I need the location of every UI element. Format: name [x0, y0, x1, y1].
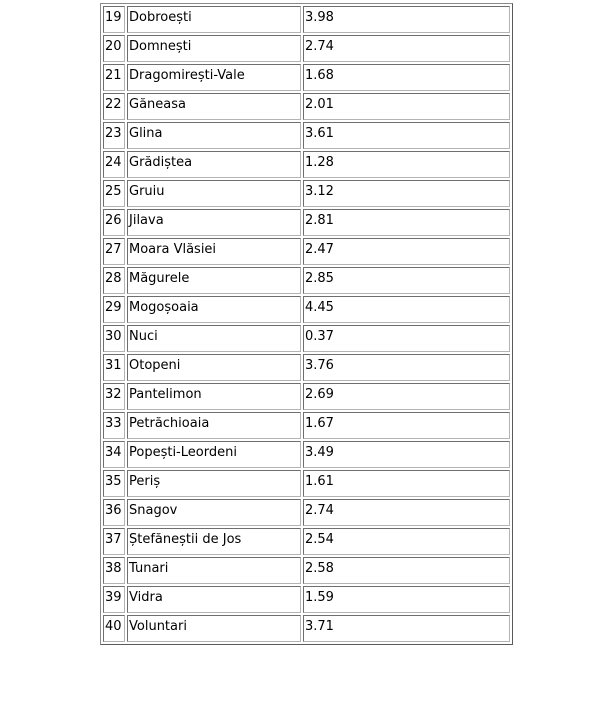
table-row [103, 354, 510, 381]
locality-name-cell: Vidra [127, 586, 301, 613]
table-row [103, 557, 510, 584]
locality-name-cell: Domnești [127, 35, 301, 62]
locality-name-cell: Glina [127, 122, 301, 149]
row-number-cell: 29 [103, 296, 125, 323]
value-cell: 2.58 [303, 557, 510, 584]
table-row [103, 6, 510, 33]
table-row [103, 238, 510, 265]
table-row [103, 209, 510, 236]
row-number-cell: 39 [103, 586, 125, 613]
locality-name-cell: Tunari [127, 557, 301, 584]
table-row [103, 296, 510, 323]
value-cell: 3.71 [303, 615, 510, 642]
row-number-cell: 26 [103, 209, 125, 236]
value-cell: 4.45 [303, 296, 510, 323]
row-number-cell: 40 [103, 615, 125, 642]
row-number-cell: 33 [103, 412, 125, 439]
locality-name-cell: Măgurele [127, 267, 301, 294]
value-cell: 3.12 [303, 180, 510, 207]
locality-name-cell: Voluntari [127, 615, 301, 642]
table-row [103, 267, 510, 294]
row-number-cell: 27 [103, 238, 125, 265]
value-cell: 1.67 [303, 412, 510, 439]
table-row [103, 499, 510, 526]
locality-name-cell: Dragomirești-Vale [127, 64, 301, 91]
table-row [103, 325, 510, 352]
row-number-cell: 20 [103, 35, 125, 62]
table-row [103, 180, 510, 207]
table-row [103, 412, 510, 439]
data-table-container [100, 3, 513, 645]
row-number-cell: 35 [103, 470, 125, 497]
locality-name-cell: Nuci [127, 325, 301, 352]
table-row [103, 122, 510, 149]
locality-name-cell: Petrăchioaia [127, 412, 301, 439]
value-cell: 0.37 [303, 325, 510, 352]
row-number-cell: 32 [103, 383, 125, 410]
row-number-cell: 37 [103, 528, 125, 555]
value-cell: 2.69 [303, 383, 510, 410]
locality-name-cell: Dobroești [127, 6, 301, 33]
locality-name-cell: Ștefăneștii de Jos [127, 528, 301, 555]
locality-name-cell: Popești-Leordeni [127, 441, 301, 468]
row-number-cell: 38 [103, 557, 125, 584]
value-cell: 2.01 [303, 93, 510, 120]
row-number-cell: 22 [103, 93, 125, 120]
locality-name-cell: Găneasa [127, 93, 301, 120]
table-row [103, 93, 510, 120]
row-number-cell: 21 [103, 64, 125, 91]
table-row [103, 615, 510, 642]
table-row [103, 528, 510, 555]
value-cell: 2.47 [303, 238, 510, 265]
locality-name-cell: Jilava [127, 209, 301, 236]
table-row [103, 383, 510, 410]
row-number-cell: 24 [103, 151, 125, 178]
table-row [103, 151, 510, 178]
value-cell: 1.59 [303, 586, 510, 613]
row-number-cell: 19 [103, 6, 125, 33]
value-cell: 1.28 [303, 151, 510, 178]
value-cell: 2.74 [303, 499, 510, 526]
locality-name-cell: Gruiu [127, 180, 301, 207]
value-cell: 2.74 [303, 35, 510, 62]
locality-name-cell: Otopeni [127, 354, 301, 381]
data-table [100, 3, 513, 645]
value-cell: 3.76 [303, 354, 510, 381]
locality-name-cell: Periș [127, 470, 301, 497]
table-row [103, 35, 510, 62]
value-cell: 3.61 [303, 122, 510, 149]
row-number-cell: 28 [103, 267, 125, 294]
table-body [103, 6, 510, 642]
locality-name-cell: Grădiștea [127, 151, 301, 178]
row-number-cell: 36 [103, 499, 125, 526]
value-cell: 2.81 [303, 209, 510, 236]
row-number-cell: 30 [103, 325, 125, 352]
value-cell: 3.98 [303, 6, 510, 33]
row-number-cell: 34 [103, 441, 125, 468]
table-row [103, 64, 510, 91]
table-row [103, 586, 510, 613]
locality-name-cell: Snagov [127, 499, 301, 526]
row-number-cell: 31 [103, 354, 125, 381]
value-cell: 1.61 [303, 470, 510, 497]
table-row [103, 470, 510, 497]
value-cell: 2.85 [303, 267, 510, 294]
table-row [103, 441, 510, 468]
value-cell: 2.54 [303, 528, 510, 555]
locality-name-cell: Moara Vlăsiei [127, 238, 301, 265]
locality-name-cell: Mogoșoaia [127, 296, 301, 323]
value-cell: 3.49 [303, 441, 510, 468]
row-number-cell: 25 [103, 180, 125, 207]
locality-name-cell: Pantelimon [127, 383, 301, 410]
value-cell: 1.68 [303, 64, 510, 91]
row-number-cell: 23 [103, 122, 125, 149]
